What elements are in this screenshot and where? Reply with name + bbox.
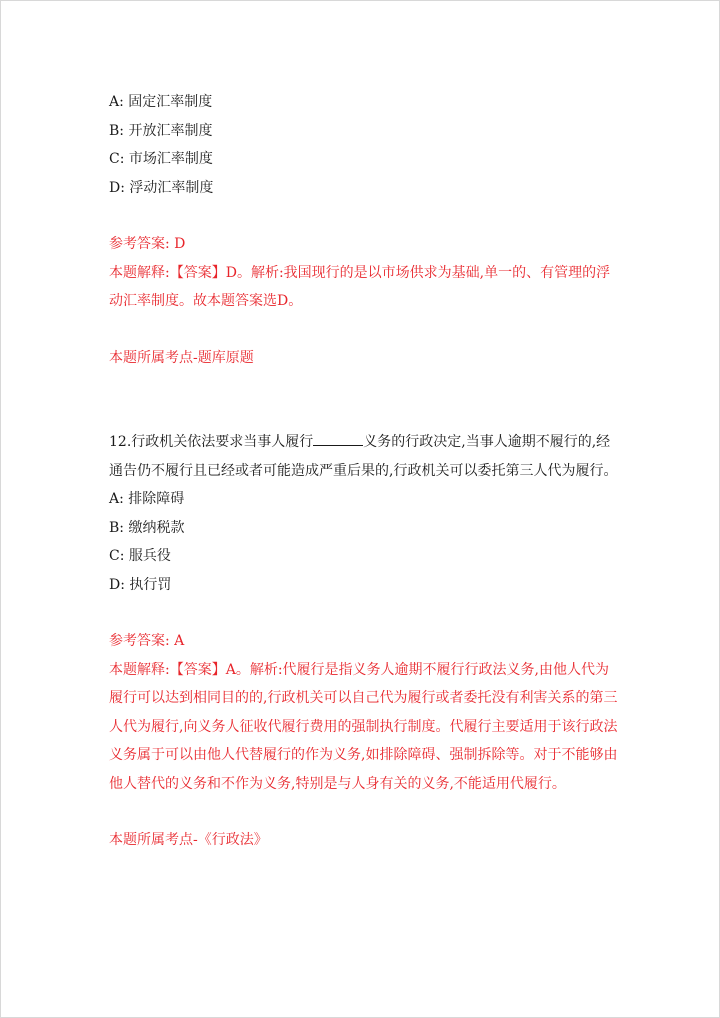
- q12-option-d: D: 执行罚: [109, 576, 172, 593]
- q11-option-a: A: 固定汇率制度: [109, 94, 213, 110]
- q12-explanation: 本题解释:【答案】A。解析:代履行是指义务人逾期不履行行政法义务,由他人代为履行可以达到相同目的的,行政机关可以自己代为履行或者委托没有利害关系的第三人代为履行,向义务人征收代履行费用的强制执行制度。代履行主要适用于该行政法义务属于可以由他人代替履行的作为义务,如排除障碍、强制拆除等。对于不能够由他人替代的义务和不作为义务,特别是与人身有关的义务,不能适用代履行。: [109, 661, 618, 792]
- q12-options: [109, 485, 619, 599]
- q12-option-c: C: 服兵役: [109, 548, 171, 564]
- q11-options: [109, 88, 619, 202]
- q12-stem-before: 12.行政机关依法要求当事人履行: [109, 434, 314, 450]
- q11-option-c: C: 市场汇率制度: [109, 151, 213, 167]
- q11-explanation: 本题解释:【答案】D。解析:我国现行的是以市场供求为基础,单一的、有管理的浮动汇率制度。故本题答案选D。: [109, 264, 611, 309]
- q12-option-a: A: 排除障碍: [109, 491, 185, 507]
- q12-stem-after: 义务的行政决定,当事人逾期不履行的,经通告仍不履行且已经或者可能造成严重后果的,行政机关可以委托第三人代为履行。: [109, 434, 618, 479]
- q12-answer: 参考答案: A: [109, 633, 185, 649]
- q11-category: 本题所属考点-题库原题: [109, 349, 254, 366]
- q12-option-b: B: 缴纳税款: [109, 519, 185, 536]
- document-body: [109, 88, 619, 855]
- q11-option-b: B: 开放汇率制度: [109, 122, 213, 139]
- q12-stem: [109, 428, 619, 485]
- q11-option-d: D: 浮动汇率制度: [109, 179, 214, 196]
- q11-answer: 参考答案: D: [109, 236, 186, 252]
- q12-category: 本题所属考点-《行政法》: [109, 832, 268, 848]
- answer-blank: [313, 431, 363, 446]
